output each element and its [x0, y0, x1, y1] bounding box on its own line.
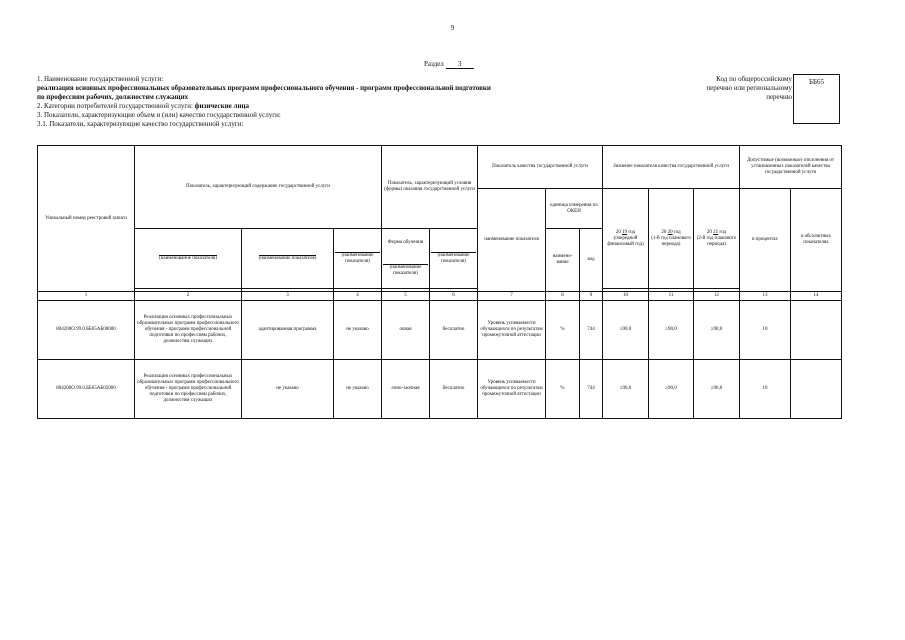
row-deviation-absolute	[791, 301, 842, 360]
section-number: 3	[446, 60, 474, 69]
col3-subheader	[242, 229, 334, 289]
row-col5: очно-заочная	[382, 360, 430, 419]
row-value-year2: ≥90,0	[649, 360, 694, 419]
column-numbers-row	[38, 292, 842, 301]
row-deviation-percent: 10	[740, 360, 791, 419]
row-col4: не указано	[334, 360, 382, 419]
sub-indicator-name-1: (наименование показателя)	[159, 256, 217, 261]
registry-code-label	[650, 75, 792, 102]
registry-code-label-2: перечню или региональному	[706, 84, 792, 92]
form-of-study-label: Форма обучения	[387, 240, 424, 245]
col-content-indicator-header: Показатель, характеризующий содержание государственной услуги	[135, 146, 382, 229]
row-indicator: Уровень успеваемости обучающихся по результатам промежуточной аттестации	[478, 301, 546, 360]
consumer-category	[37, 102, 249, 110]
col-in-percent-header: в процентах	[740, 189, 791, 292]
row-col3: не указано	[242, 360, 334, 419]
col-unit-name-header: наимено-вание	[546, 229, 580, 292]
column-number: 6	[430, 292, 478, 301]
column-number: 11	[649, 292, 694, 301]
year3-prefix: 20	[706, 229, 712, 235]
column-number: 7	[478, 292, 546, 301]
column-number: 14	[791, 292, 842, 301]
service-name-label: 1. Наименование государственной услуги:	[37, 75, 164, 83]
col-indicator-name-header: наименование показателя	[478, 189, 546, 292]
row-col6: бесплатно	[430, 360, 478, 419]
sub-indicator-name-5: (наименование показателя)	[431, 252, 476, 265]
registry-code-box: ББ65	[793, 74, 840, 124]
year2-prefix: 20	[661, 229, 667, 235]
registry-code-label-3: перечню	[766, 93, 792, 101]
row-unit: %	[546, 301, 580, 360]
col-unit-okei-header: единица измерения по ОКЕИ	[546, 189, 603, 229]
col-unit-code-header: код	[580, 229, 603, 292]
table-row	[38, 301, 842, 360]
year1-prefix: 20	[615, 229, 621, 235]
page-number: 9	[450, 24, 455, 32]
year2-suffix: год	[673, 229, 681, 235]
column-number: 4	[334, 292, 382, 301]
row-registry-code: 804200О.99.0.ББ65АБ00000	[38, 301, 135, 360]
row-deviation-absolute	[791, 360, 842, 419]
row-value-year3: ≥90,0	[694, 360, 740, 419]
column-number: 2	[135, 292, 242, 301]
col5-subheader	[382, 229, 430, 289]
row-indicator: Уровень успеваемости обучающихся по результатам промежуточной аттестации	[478, 360, 546, 419]
service-name-value-2: по профессиям рабочих, должностям служащих	[37, 93, 189, 101]
row-value-year2: ≥90,0	[649, 301, 694, 360]
row-value-year1: ≥90,0	[603, 360, 649, 419]
row-col5: очная	[382, 301, 430, 360]
year1-value: 19	[622, 229, 628, 235]
year1-description: (очередной финансовый год)	[607, 235, 644, 247]
column-number: 13	[740, 292, 791, 301]
year3-description: (2-й год планового периода)	[696, 235, 737, 247]
registry-code-label-1: Код по общероссийскому	[716, 75, 792, 83]
row-value-year3: ≥90,0	[694, 301, 740, 360]
col-quality-values-header: Значение показателя качества государственной услуги	[603, 146, 740, 189]
column-number: 12	[694, 292, 740, 301]
table-row	[38, 360, 842, 419]
column-number: 8	[546, 292, 580, 301]
col-year1-header	[603, 189, 649, 289]
sub-indicator-name-2: (наименование показателя)	[258, 256, 317, 261]
section-label: Раздел	[424, 60, 444, 68]
year1-suffix: год	[628, 229, 636, 235]
year2-description: (1-й год планового периода)	[651, 235, 691, 247]
col-year2-header	[649, 189, 694, 289]
section-title	[424, 60, 474, 69]
table-header-row-1	[38, 146, 842, 189]
year3-suffix: год	[719, 229, 727, 235]
col-unique-number-header: Уникальный номер реестровой записи	[38, 146, 135, 292]
row-col6: бесплатно	[430, 301, 478, 360]
col2-subheader	[135, 229, 242, 289]
row-deviation-percent: 10	[740, 301, 791, 360]
sub-indicator-name-3: (наименование показателя)	[335, 252, 380, 265]
consumer-category-label: 2. Категории потребителей государственной услуги:	[37, 102, 193, 110]
col-in-absolute-header: в абсолютных показателях	[791, 189, 842, 292]
row-unit: %	[546, 360, 580, 419]
column-number: 1	[38, 292, 135, 301]
column-number: 10	[603, 292, 649, 301]
indicators-heading: 3. Показатели, характеризующие объем и (или) качество государственной услуги:	[37, 111, 281, 119]
sub-indicator-name-4: (наименование показателя)	[383, 264, 428, 277]
consumer-category-value: физические лица	[194, 102, 250, 110]
row-value-year1: ≥90,0	[603, 301, 649, 360]
row-col3: адаптированная программа	[242, 301, 334, 360]
col-conditions-indicator-header: Показатель, характеризующий условия (формы) оказания государственной услуги	[382, 146, 478, 229]
row-program: Реализация основных профессиональных образовательных программ профессионального обучения - программ профессиональной подготовки по профессиям рабочих, должностям служащих	[135, 360, 242, 419]
col-year3-header	[694, 189, 740, 289]
quality-indicators-table	[37, 145, 842, 419]
col-deviations-header: Допустимые (возможные) отклонения от установленных показателей качества государственной услуги	[740, 146, 842, 189]
col-quality-indicator-header: Показатель качества государственной услуги	[478, 146, 603, 189]
row-okei-code: 744	[580, 360, 603, 419]
row-col4: не указано	[334, 301, 382, 360]
column-number: 3	[242, 292, 334, 301]
row-okei-code: 744	[580, 301, 603, 360]
col6-subheader	[430, 229, 478, 289]
column-number: 5	[382, 292, 430, 301]
quality-indicators-heading: 3.1. Показатели, характеризующие качество государственной услуги:	[37, 120, 244, 128]
column-number: 9	[580, 292, 603, 301]
row-registry-code: 804200О.99.0.ББ65АБ05000	[38, 360, 135, 419]
row-program: Реализация основных профессиональных образовательных программ профессионального обучения - программ профессиональной подготовки по профессиям рабочих, должностям служащих	[135, 301, 242, 360]
col4-subheader	[334, 229, 382, 289]
year3-value: 21	[713, 229, 719, 235]
service-name-value-1: реализация основных профессиональных образовательных программ профессионального обучения - программ профессиональной подготовки	[37, 84, 491, 92]
year2-value: 20	[667, 229, 673, 235]
